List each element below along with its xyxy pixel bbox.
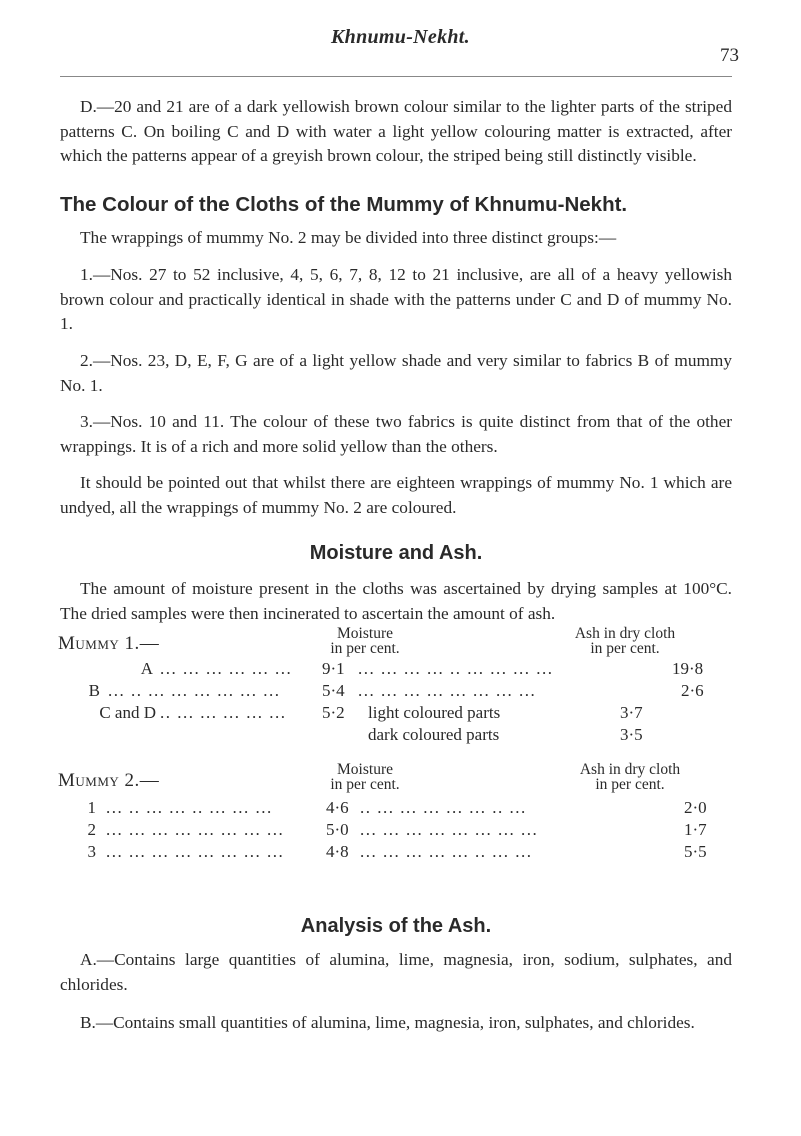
table-row bbox=[60, 798, 732, 820]
leader-dots: ... ... ... ... ... ... ... ... bbox=[358, 681, 537, 700]
paragraph-group-3: 3.—Nos. 10 and 11. The colour of these two fabrics is quite distinct from that of the other wrappings. It is of a rich and more solid yellow than the others. bbox=[60, 412, 732, 456]
moisture-value: 9·1 bbox=[322, 659, 345, 678]
part-note: dark coloured parts bbox=[368, 725, 500, 744]
leader-dots: .. ... ... ... ... ... bbox=[160, 703, 287, 722]
row-label: 2 bbox=[87, 820, 96, 839]
section-heading-analysis: Analysis of the Ash. bbox=[300, 915, 492, 937]
leader-dots: ... ... ... ... ... ... ... ... bbox=[106, 820, 285, 839]
paragraph-note: It should be pointed out that whilst there are eighteen wrappings of mummy No. 1 which are undyed, all the wrappings of mummy No. 2 are coloured. bbox=[60, 473, 732, 517]
moisture-value: 5·0 bbox=[326, 820, 349, 839]
row-label: 3 bbox=[87, 842, 96, 861]
moisture-value: 5·2 bbox=[322, 703, 345, 722]
column-header-line: Moisture bbox=[337, 625, 393, 642]
ash-value: 3·7 bbox=[620, 703, 643, 722]
ash-value: 3·5 bbox=[620, 725, 643, 744]
paragraph-intro: The wrappings of mummy No. 2 may be divided into three distinct groups:— bbox=[80, 228, 617, 247]
part-note: light coloured parts bbox=[368, 703, 501, 722]
ash-value: 1·7 bbox=[684, 820, 707, 839]
moisture-value: 4·6 bbox=[326, 798, 349, 817]
paragraph-ash-b: B.—Contains small quantities of alumina, lime, magnesia, iron, sulphates, and chlorides. bbox=[80, 1013, 695, 1032]
column-header-ash bbox=[550, 762, 710, 792]
column-header-line: in per cent. bbox=[330, 640, 400, 657]
table-row bbox=[60, 820, 732, 842]
moisture-value: 4·8 bbox=[326, 842, 349, 861]
column-header-line: Ash in dry cloth bbox=[579, 761, 681, 778]
table-row bbox=[60, 725, 732, 747]
leader-dots: ... ... ... ... .. ... ... ... ... bbox=[358, 659, 554, 678]
running-title: Khnumu-Nekht. bbox=[331, 26, 470, 48]
page-number: 73 bbox=[720, 45, 739, 66]
header-rule bbox=[60, 76, 732, 77]
leader-dots: ... ... ... ... ... ... ... ... bbox=[106, 842, 285, 861]
ash-value: 19·8 bbox=[672, 659, 704, 678]
row-label: C and D bbox=[99, 703, 156, 722]
table-row bbox=[60, 681, 732, 703]
paragraph-moisture: The amount of moisture present in the cloths was ascertained by drying samples at 100°C. The dried samples were then incinerated to ascertain the amount of ash. bbox=[60, 579, 732, 623]
column-header-line: Moisture bbox=[337, 761, 393, 778]
table-row bbox=[60, 703, 732, 725]
row-label: A bbox=[140, 659, 153, 678]
section-heading-colour: The Colour of the Cloths of the Mummy of Khnumu-Nekht. bbox=[60, 193, 628, 216]
table-label: Mummy 2.— bbox=[58, 770, 160, 791]
paragraph-d: D.—20 and 21 are of a dark yellowish brown colour similar to the lighter parts of the striped patterns C. On boiling C and D with water a light yellow colouring matter is extracted, after which the patterns appear of a greyish brown colour, the striped being still distinctly visible. bbox=[60, 97, 732, 166]
moisture-value: 5·4 bbox=[322, 681, 345, 700]
section-heading-moisture: Moisture and Ash. bbox=[309, 542, 483, 564]
leader-dots: ... .. ... ... ... ... ... ... bbox=[108, 681, 281, 700]
column-header-line: in per cent. bbox=[595, 776, 665, 793]
column-header-line: in per cent. bbox=[330, 776, 400, 793]
paragraph-group-1: 1.—Nos. 27 to 52 inclusive, 4, 5, 6, 7, 8, 12 to 21 inclusive, are all of a heavy yellowish brown colour and practically identical in shade with the patterns under C and D of mummy No. 1. bbox=[60, 265, 732, 334]
column-header-line: in per cent. bbox=[590, 640, 660, 657]
table-row bbox=[60, 659, 732, 681]
column-header-line: Ash in dry cloth bbox=[574, 625, 676, 642]
column-header-moisture bbox=[300, 762, 430, 792]
table-row bbox=[60, 842, 732, 864]
table-label: Mummy 1.— bbox=[58, 633, 160, 654]
ash-value: 2·6 bbox=[681, 681, 704, 700]
paragraph-ash-a: A.—Contains large quantities of alumina, lime, magnesia, iron, sodium, sulphates, and chlorides. bbox=[60, 950, 732, 994]
row-label: 1 bbox=[87, 798, 96, 817]
leader-dots: .. ... ... ... ... ... .. ... bbox=[360, 798, 527, 817]
leader-dots: ... ... ... ... ... .. ... ... bbox=[360, 842, 533, 861]
table-mummy-2 bbox=[60, 762, 732, 902]
ash-value: 5·5 bbox=[684, 842, 707, 861]
row-label: B bbox=[88, 681, 100, 700]
ash-value: 2·0 bbox=[684, 798, 707, 817]
leader-dots: ... ... ... ... ... ... ... ... bbox=[360, 820, 539, 839]
column-header-moisture bbox=[300, 626, 430, 656]
paragraph-group-2: 2.—Nos. 23, D, E, F, G are of a light yellow shade and very similar to fabrics B of mummy No. 1. bbox=[60, 351, 732, 395]
leader-dots: ... .. ... ... .. ... ... ... bbox=[106, 798, 273, 817]
leader-dots: ... ... ... ... ... ... bbox=[160, 659, 293, 678]
column-header-ash bbox=[545, 626, 705, 656]
